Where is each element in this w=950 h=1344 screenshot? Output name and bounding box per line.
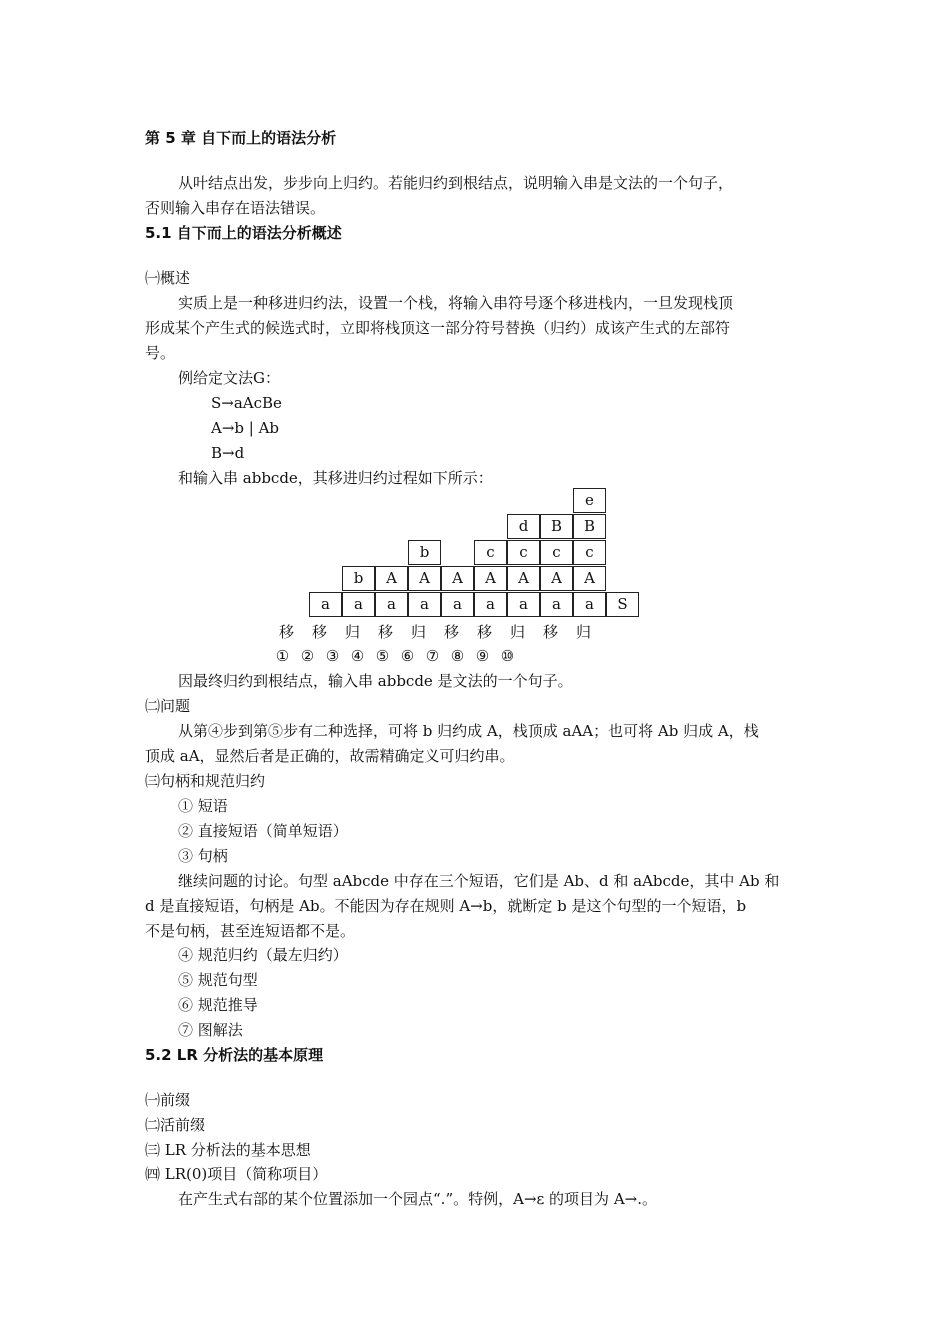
chapter-title: 第 5 章 自下而上的语法分析	[145, 129, 337, 147]
grammar-rule-2: A→b | Ab	[211, 419, 280, 437]
action-label: 移	[443, 623, 459, 641]
handle-item-1: ① 短语	[178, 797, 228, 815]
stack-cell: A	[375, 566, 408, 591]
list-item-7: ⑦ 图解法	[178, 1021, 243, 1039]
stack-cell: b	[342, 566, 375, 591]
action-label: 移	[278, 623, 294, 641]
action-label: 归	[509, 623, 525, 641]
example-label: 例给定文法G：	[178, 369, 280, 387]
action-label: 归	[344, 623, 360, 641]
problem-line-1: 从第④步到第⑤步有二种选择，可将 b 归约成 A，栈顶成 aAA；也可将 Ab 归成 A，栈	[178, 722, 759, 740]
stack-cell: a	[375, 592, 408, 617]
stack-cell: A	[474, 566, 507, 591]
handle-item-3: ③ 句柄	[178, 847, 228, 865]
conclusion: 因最终归约到根结点，输入串 abbcde 是文法的一个句子。	[178, 672, 573, 690]
stack-cell: b	[408, 540, 441, 565]
step-number: ②	[300, 647, 315, 665]
stack-cell: a	[573, 592, 606, 617]
step-number: ⑥	[400, 647, 415, 665]
overview-line-1: 实质上是一种移进归约法，设置一个栈，将输入串符号逐个移进栈内，一旦发现栈顶	[178, 294, 734, 312]
action-label: 归	[575, 623, 591, 641]
stack-cell: d	[507, 514, 540, 539]
stack-cell: c	[507, 540, 540, 565]
stack-cell: c	[573, 540, 606, 565]
handle-label: ㈢句柄和规范归约	[145, 772, 266, 790]
stack-cell: a	[507, 592, 540, 617]
stack-cell: S	[606, 592, 639, 617]
s52-item-2: ㈡活前缀	[145, 1116, 206, 1134]
step-number: ⑧	[450, 647, 465, 665]
stack-cell: A	[441, 566, 474, 591]
stack-cell: a	[474, 592, 507, 617]
handle-text-2: d 是直接短语，句柄是 Ab。不能因为存在规则 A→b，就断定 b 是这个句型的一个短语，b	[145, 897, 747, 915]
action-label: 归	[410, 623, 426, 641]
stack-cell: A	[540, 566, 573, 591]
step-number: ④	[350, 647, 365, 665]
intro-line-1: 从叶结点出发，步步向上归约。若能归约到根结点，说明输入串是文法的一个句子，	[178, 174, 734, 192]
stack-cell: A	[573, 566, 606, 591]
section-5-2-heading: 5.2 LR 分析法的基本原理	[145, 1046, 324, 1064]
overview-line-3: 号。	[145, 344, 176, 362]
stack-cell: a	[342, 592, 375, 617]
stack-cell: a	[309, 592, 342, 617]
s52-item-3: ㈢ LR 分析法的基本思想	[145, 1141, 311, 1159]
grammar-rule-3: B→d	[211, 444, 245, 462]
list-item-4: ④ 规范归约（最左归约）	[178, 946, 348, 964]
intro-line-2: 否则输入串存在语法错误。	[145, 199, 326, 217]
overview-label: ㈠概述	[145, 269, 191, 287]
handle-text-3: 不是句柄，甚至连短语都不是。	[145, 922, 356, 940]
step-number: ⑤	[375, 647, 390, 665]
stack-cell: B	[573, 514, 606, 539]
step-number: ③	[325, 647, 340, 665]
grammar-rule-1: S→aAcBe	[211, 394, 282, 412]
list-item-5: ⑤ 规范句型	[178, 971, 258, 989]
stack-cell: a	[540, 592, 573, 617]
process-intro: 和输入串 abbcde，其移进归约过程如下所示：	[178, 469, 493, 487]
stack-cell: A	[507, 566, 540, 591]
action-label: 移	[377, 623, 393, 641]
stack-cell: B	[540, 514, 573, 539]
action-label: 移	[542, 623, 558, 641]
handle-text-1: 继续问题的讨论。句型 aAbcde 中存在三个短语，它们是 Ab、d 和 aAbcde，其中 Ab 和	[178, 872, 780, 890]
handle-item-2: ② 直接短语（简单短语）	[178, 822, 348, 840]
stack-cell: c	[540, 540, 573, 565]
step-number: ①	[275, 647, 290, 665]
problem-label: ㈡问题	[145, 697, 191, 715]
step-number: ⑨	[475, 647, 490, 665]
stack-cell: a	[408, 592, 441, 617]
s52-item-1: ㈠前缀	[145, 1091, 191, 1109]
stack-cell: A	[408, 566, 441, 591]
action-label: 移	[476, 623, 492, 641]
stack-cell: e	[573, 488, 606, 513]
section-5-1-heading: 5.1 自下而上的语法分析概述	[145, 224, 342, 242]
step-number: ⑩	[500, 647, 515, 665]
s52-last-text: 在产生式右部的某个位置添加一个园点“.”。特例，A→ε 的项目为 A→.。	[178, 1190, 657, 1208]
list-item-6: ⑥ 规范推导	[178, 996, 258, 1014]
stack-cell: a	[441, 592, 474, 617]
problem-line-2: 顶成 aA，显然后者是正确的，故需精确定义可归约串。	[145, 747, 515, 765]
s52-item-4: ㈣ LR(0)项目（简称项目）	[145, 1165, 328, 1183]
overview-line-2: 形成某个产生式的候选式时，立即将栈顶这一部分符号替换（归约）成该产生式的左部符	[145, 319, 731, 337]
stack-cell: c	[474, 540, 507, 565]
action-label: 移	[311, 623, 327, 641]
step-number: ⑦	[425, 647, 440, 665]
